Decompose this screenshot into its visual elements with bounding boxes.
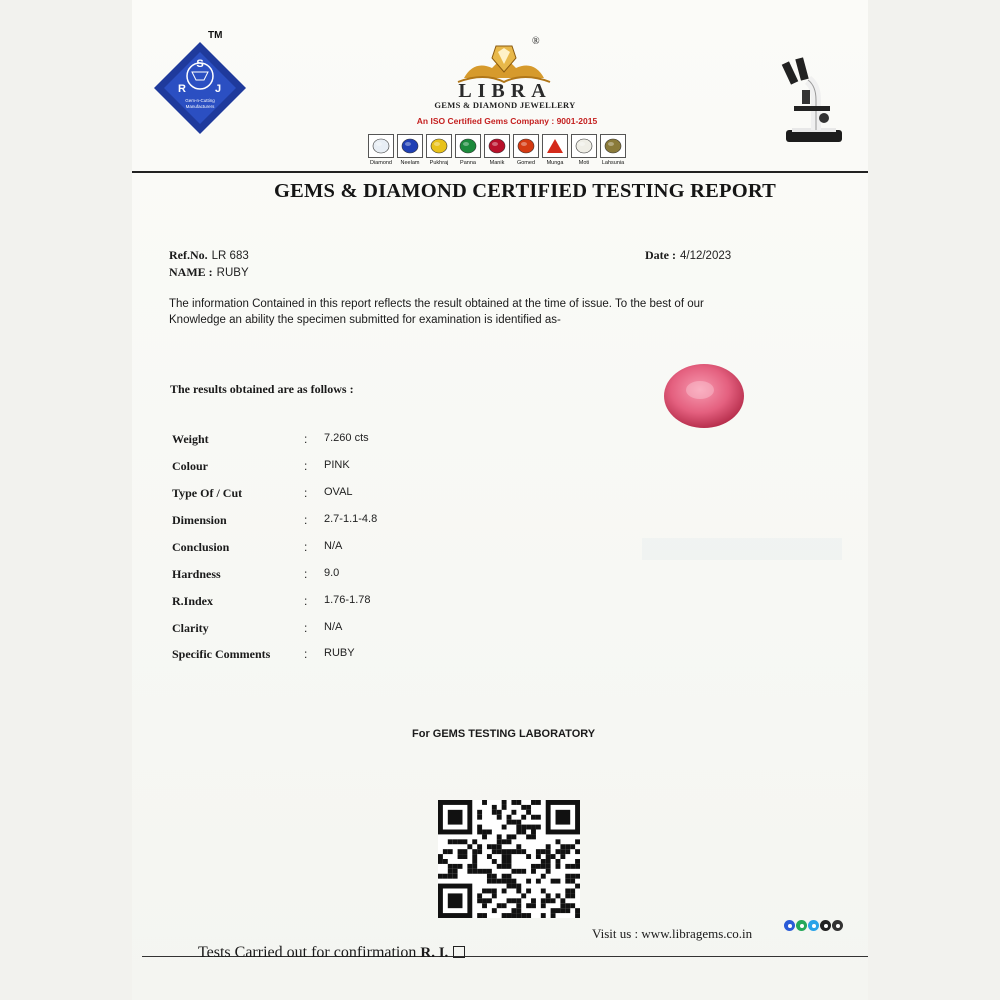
gem-swatch-icon [513, 134, 539, 158]
gem-swatch-icon [600, 134, 626, 158]
gem-lahsunia [600, 134, 626, 166]
result-label: Weight [172, 432, 209, 446]
result-row-dimension [172, 513, 472, 533]
gem-swatch-icon [455, 134, 481, 158]
ref-number: Ref.No. LR 683 [169, 248, 249, 262]
gem-swatch-icon [484, 134, 510, 158]
result-label: Clarity [172, 621, 209, 635]
report-date: Date : 4/12/2023 [645, 248, 732, 262]
result-value: PINK [324, 459, 350, 471]
facebook-icon[interactable] [784, 920, 795, 931]
result-label: Colour [172, 459, 208, 473]
whatsapp-icon[interactable] [796, 920, 807, 931]
intro-line: The information Contained in this report reflects the result obtained at the time of issue. To the best of our [169, 298, 704, 310]
ri-checkbox[interactable] [453, 946, 465, 958]
item-name: NAME : RUBY [169, 265, 249, 279]
result-value: N/A [324, 621, 343, 633]
libra-tagline: GEMS & DIAMOND JEWELLERY [434, 100, 576, 110]
qr-code[interactable] [438, 800, 580, 918]
social-icons [784, 920, 843, 931]
gem-strip [368, 134, 626, 166]
result-label: Dimension [172, 513, 227, 527]
gem-label: Diamond [369, 160, 392, 166]
gem-manik [484, 134, 510, 166]
svg-text:J: J [214, 83, 222, 95]
gem-label: Munga [546, 160, 564, 166]
result-label: Type Of / Cut [172, 486, 243, 500]
result-separator: : [304, 647, 308, 661]
watermark [642, 530, 842, 578]
svg-text:Manufacturers: Manufacturers [185, 104, 215, 109]
result-value: OVAL [324, 486, 353, 498]
intro-line: Knowledge an ability the specimen submitted for examination is identified as- [169, 314, 561, 326]
result-separator: : [304, 432, 308, 446]
svg-text:Gem-n-Cutting: Gem-n-Cutting [185, 98, 215, 103]
results-heading: The results obtained are as follows : [170, 382, 354, 396]
result-label: R.Index [172, 594, 214, 608]
result-row-clarity [172, 621, 472, 641]
ruby-stone-image [662, 362, 746, 430]
gem-label: Manik [489, 160, 505, 166]
result-value: RUBY [324, 647, 355, 659]
microscope-icon [772, 50, 852, 150]
result-label: Conclusion [172, 540, 230, 554]
gem-panna [455, 134, 481, 166]
result-separator: : [304, 513, 308, 527]
result-value: 1.76-1.78 [324, 594, 371, 606]
iso-certification: An ISO Certified Gems Company : 9001-2015 [416, 116, 598, 126]
gem-label: Pukhraj [429, 160, 449, 166]
result-separator: : [304, 594, 308, 608]
result-row-specific-comments [172, 647, 472, 667]
result-row-r-index [172, 594, 472, 614]
result-row-hardness [172, 567, 472, 587]
svg-text:S: S [196, 58, 204, 70]
result-separator: : [304, 540, 308, 554]
registered-mark: ® [532, 36, 540, 47]
twitter-icon[interactable] [808, 920, 819, 931]
gem-munga [542, 134, 568, 166]
gem-label: Moti [578, 160, 590, 166]
result-label: Hardness [172, 567, 221, 581]
gem-swatch-icon [542, 134, 568, 158]
gem-neelam [397, 134, 423, 166]
result-label: Specific Comments [172, 647, 271, 661]
gem-swatch-icon [426, 134, 452, 158]
svg-text:R: R [178, 83, 186, 95]
result-value: 7.260 cts [324, 432, 369, 444]
gem-swatch-icon [571, 134, 597, 158]
gem-label: Neelam [400, 160, 420, 166]
result-row-conclusion [172, 540, 472, 560]
srj-logo [152, 40, 248, 136]
result-separator: : [304, 567, 308, 581]
gem-gomed [513, 134, 539, 166]
gem-moti [571, 134, 597, 166]
result-row-colour [172, 459, 472, 479]
gem-label: Gomed [516, 160, 536, 166]
result-row-type-of-cut [172, 486, 472, 506]
lab-signature-label: For GEMS TESTING LABORATORY [412, 728, 596, 740]
gem-label: Panna [460, 160, 476, 166]
result-row-weight [172, 432, 472, 452]
gem-swatch-icon [368, 134, 394, 158]
result-value: 9.0 [324, 567, 340, 579]
report-title: GEMS & DIAMOND CERTIFIED TESTING REPORT [273, 180, 777, 202]
intro-paragraph [169, 296, 809, 328]
telegram-icon[interactable] [832, 920, 843, 931]
ri-label: R. I. [420, 945, 449, 961]
result-separator: : [304, 459, 308, 473]
trademark: TM [208, 30, 223, 41]
gem-label: Lahsunia [601, 160, 625, 166]
website-text: Visit us : www.libragems.co.in [592, 926, 753, 941]
libra-name: LIBRA [458, 80, 552, 102]
result-value: 2.7-1.1-4.8 [324, 513, 378, 525]
gem-pukhraj [426, 134, 452, 166]
result-value: N/A [324, 540, 343, 552]
result-separator: : [304, 486, 308, 500]
footer-confirmation: Tests Carried out for confirmation R. I. [198, 944, 465, 962]
gem-swatch-icon [397, 134, 423, 158]
certificate-page [132, 0, 868, 1000]
result-separator: : [304, 621, 308, 635]
youtube-icon[interactable] [820, 920, 831, 931]
header-divider [132, 171, 868, 173]
gem-diamond [368, 134, 394, 166]
